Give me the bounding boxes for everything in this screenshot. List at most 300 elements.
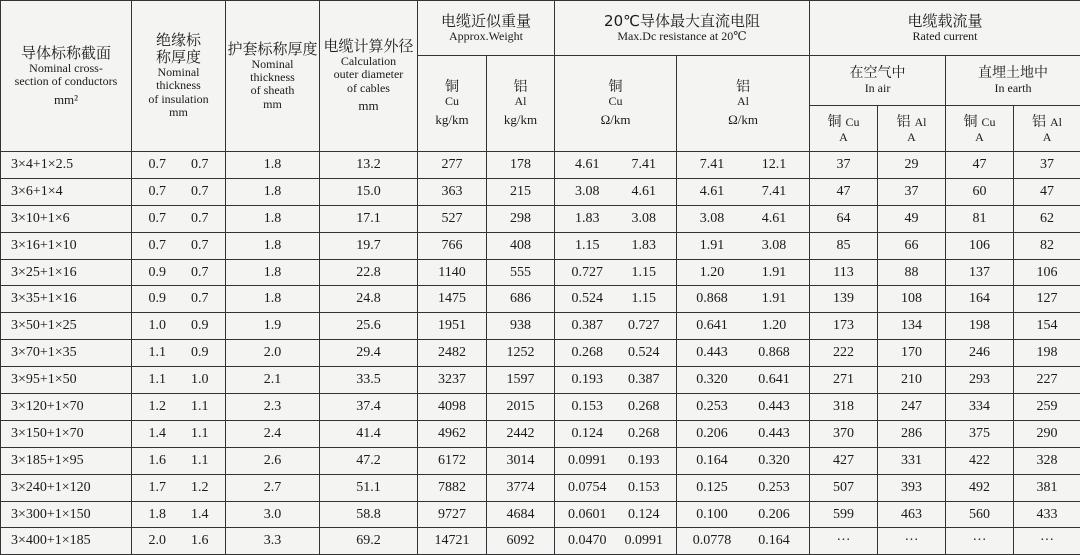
cell-resistance-cu <box>555 313 677 340</box>
cell-sheath: 2.6 <box>226 447 320 474</box>
cell-value: 7.41 <box>743 184 805 200</box>
cell-insulation-pair <box>132 211 225 227</box>
cell-value: 3.08 <box>681 211 743 227</box>
cell-value: 1.2 <box>179 480 222 496</box>
cell-value: 0.320 <box>743 453 805 469</box>
cell-value: 1.83 <box>616 238 673 254</box>
cell-sheath: 1.8 <box>226 286 320 313</box>
header-air-al: 铝 Al A <box>878 106 946 152</box>
cell-resistance-cu-pair <box>555 507 676 523</box>
cell-value: 0.443 <box>743 426 805 442</box>
cell-value: 1.4 <box>136 426 179 442</box>
cell-value: 0.641 <box>743 372 805 388</box>
cell-resistance-cu-pair <box>555 426 676 442</box>
cell-value: 1.2 <box>136 399 179 415</box>
cell-value: 0.253 <box>743 480 805 496</box>
cell-value: 0.727 <box>616 318 673 334</box>
cell-resistance-al <box>677 152 810 179</box>
cell-value: 0.253 <box>681 399 743 415</box>
cell-insulation <box>132 501 226 528</box>
cell-diameter: 13.2 <box>320 152 418 179</box>
cell-value: 1.20 <box>681 265 743 281</box>
cell-earth-al: 328 <box>1014 447 1080 474</box>
cell-sheath: 1.8 <box>226 259 320 286</box>
table-row <box>1 394 1080 421</box>
cell-air-cu: ··· <box>810 528 878 555</box>
cell-sheath: 3.3 <box>226 528 320 555</box>
cell-sheath: 1.8 <box>226 152 320 179</box>
cell-value: 0.0754 <box>559 480 616 496</box>
cell-weight-al: 686 <box>487 286 555 313</box>
cell-air-cu: 85 <box>810 232 878 259</box>
cell-resistance-cu-pair <box>555 211 676 227</box>
cell-earth-al: 106 <box>1014 259 1080 286</box>
cell-section: 3×50+1×25 <box>1 313 132 340</box>
cell-resistance-cu-pair <box>555 291 676 307</box>
cell-weight-cu: 6172 <box>418 447 487 474</box>
cell-air-al: 66 <box>878 232 946 259</box>
cell-sheath: 3.0 <box>226 501 320 528</box>
header-current: 电缆载流量 Rated current <box>810 1 1080 56</box>
cell-earth-cu: 422 <box>946 447 1014 474</box>
cell-resistance-al <box>677 205 810 232</box>
header-section: 导体标称截面 Nominal cross- section of conductors mm² <box>1 1 132 152</box>
cell-value: 0.164 <box>743 533 805 549</box>
header-resistance-al: 铝 Al Ω/km <box>677 56 810 152</box>
cell-insulation <box>132 474 226 501</box>
cell-weight-al: 2442 <box>487 420 555 447</box>
cell-earth-al: 47 <box>1014 178 1080 205</box>
header-resistance: 20℃导体最大直流电阻 Max.Dc resistance at 20℃ <box>555 1 810 56</box>
cell-diameter: 41.4 <box>320 420 418 447</box>
cell-sheath: 1.8 <box>226 232 320 259</box>
cell-air-cu: 271 <box>810 367 878 394</box>
cell-value: 1.15 <box>559 238 616 254</box>
cell-air-al: 247 <box>878 394 946 421</box>
table-row <box>1 420 1080 447</box>
cell-air-cu: 64 <box>810 205 878 232</box>
cell-resistance-cu <box>555 259 677 286</box>
cell-diameter: 37.4 <box>320 394 418 421</box>
cell-resistance-al <box>677 447 810 474</box>
cell-value: 4.61 <box>559 157 616 173</box>
cell-insulation <box>132 340 226 367</box>
cell-resistance-cu <box>555 205 677 232</box>
cell-diameter: 69.2 <box>320 528 418 555</box>
cell-insulation-pair <box>132 157 225 173</box>
table-row <box>1 474 1080 501</box>
cell-value: 0.124 <box>559 426 616 442</box>
cell-weight-al: 555 <box>487 259 555 286</box>
cell-air-al: 37 <box>878 178 946 205</box>
cell-value: 0.7 <box>136 211 179 227</box>
cell-air-al: 463 <box>878 501 946 528</box>
cell-earth-al: 227 <box>1014 367 1080 394</box>
cell-resistance-al-pair <box>677 372 809 388</box>
cell-insulation-pair <box>132 399 225 415</box>
cell-weight-cu: 1140 <box>418 259 487 286</box>
cell-resistance-al-pair <box>677 480 809 496</box>
cell-weight-cu: 2482 <box>418 340 487 367</box>
cell-earth-cu: 246 <box>946 340 1014 367</box>
cell-resistance-cu <box>555 340 677 367</box>
cell-value: 0.387 <box>559 318 616 334</box>
header-earth-al: 铝 Al A <box>1014 106 1080 152</box>
cell-resistance-al <box>677 259 810 286</box>
cell-diameter: 33.5 <box>320 367 418 394</box>
cell-value: 1.7 <box>136 480 179 496</box>
cell-value: 0.0991 <box>616 533 673 549</box>
cell-air-cu: 318 <box>810 394 878 421</box>
cell-value: 1.1 <box>136 372 179 388</box>
cell-diameter: 24.8 <box>320 286 418 313</box>
cell-insulation <box>132 313 226 340</box>
cell-insulation <box>132 286 226 313</box>
cell-weight-cu: 766 <box>418 232 487 259</box>
cell-value: 0.7 <box>136 157 179 173</box>
cell-air-cu: 222 <box>810 340 878 367</box>
cell-insulation <box>132 420 226 447</box>
cell-section: 3×400+1×185 <box>1 528 132 555</box>
cell-value: 0.9 <box>136 291 179 307</box>
cell-weight-cu: 7882 <box>418 474 487 501</box>
cell-resistance-al-pair <box>677 238 809 254</box>
cell-sheath: 2.4 <box>226 420 320 447</box>
cell-section: 3×120+1×70 <box>1 394 132 421</box>
cell-value: 1.91 <box>681 238 743 254</box>
cell-earth-al: 381 <box>1014 474 1080 501</box>
cell-air-cu: 173 <box>810 313 878 340</box>
cell-earth-cu: 375 <box>946 420 1014 447</box>
cell-resistance-cu <box>555 447 677 474</box>
cell-value: 0.153 <box>559 399 616 415</box>
cell-earth-al: ··· <box>1014 528 1080 555</box>
cell-resistance-cu <box>555 394 677 421</box>
cell-resistance-cu-pair <box>555 372 676 388</box>
cell-diameter: 47.2 <box>320 447 418 474</box>
cell-section: 3×10+1×6 <box>1 205 132 232</box>
cell-insulation <box>132 232 226 259</box>
cell-value: 1.1 <box>179 426 222 442</box>
cell-value: 0.7 <box>179 211 222 227</box>
cell-value: 3.08 <box>616 211 673 227</box>
cell-value: 0.7 <box>179 291 222 307</box>
cell-value: 0.9 <box>179 345 222 361</box>
cell-resistance-al <box>677 340 810 367</box>
cell-earth-cu: 137 <box>946 259 1014 286</box>
cell-value: 0.524 <box>559 291 616 307</box>
cell-value: 1.91 <box>743 265 805 281</box>
cell-value: 0.387 <box>616 372 673 388</box>
cell-resistance-cu-pair <box>555 399 676 415</box>
cell-resistance-al-pair <box>677 157 809 173</box>
cell-insulation <box>132 205 226 232</box>
cell-resistance-al <box>677 313 810 340</box>
cell-value: 0.193 <box>616 453 673 469</box>
cell-insulation-pair <box>132 318 225 334</box>
cell-value: 1.15 <box>616 291 673 307</box>
cell-air-al: 393 <box>878 474 946 501</box>
cell-section: 3×35+1×16 <box>1 286 132 313</box>
cell-resistance-al <box>677 367 810 394</box>
cell-section: 3×150+1×70 <box>1 420 132 447</box>
cell-value: 0.9 <box>136 265 179 281</box>
table-row <box>1 178 1080 205</box>
cell-value: 0.443 <box>743 399 805 415</box>
cell-value: 1.20 <box>743 318 805 334</box>
cell-value: 3.08 <box>743 238 805 254</box>
cell-value: 1.6 <box>136 453 179 469</box>
cell-value: 0.0601 <box>559 507 616 523</box>
cell-section: 3×4+1×2.5 <box>1 152 132 179</box>
cell-resistance-cu <box>555 420 677 447</box>
cell-resistance-cu <box>555 232 677 259</box>
cell-insulation <box>132 394 226 421</box>
cell-value: 0.320 <box>681 372 743 388</box>
cell-value: 0.0778 <box>681 533 743 549</box>
cell-value: 0.727 <box>559 265 616 281</box>
cell-earth-al: 82 <box>1014 232 1080 259</box>
table-row <box>1 259 1080 286</box>
cell-diameter: 58.8 <box>320 501 418 528</box>
cell-air-al: 286 <box>878 420 946 447</box>
cell-value: 0.268 <box>616 426 673 442</box>
cell-weight-al: 408 <box>487 232 555 259</box>
cell-earth-cu: 164 <box>946 286 1014 313</box>
header-current-air: 在空气中 In air <box>810 56 946 106</box>
cell-value: 0.153 <box>616 480 673 496</box>
cell-value: 7.41 <box>616 157 673 173</box>
cell-resistance-cu-pair <box>555 318 676 334</box>
table-row <box>1 528 1080 555</box>
cell-earth-cu: 198 <box>946 313 1014 340</box>
cell-value: 0.7 <box>179 157 222 173</box>
cell-earth-cu: 106 <box>946 232 1014 259</box>
cell-value: 0.206 <box>743 507 805 523</box>
cell-sheath: 2.3 <box>226 394 320 421</box>
cell-insulation <box>132 367 226 394</box>
cell-weight-cu: 277 <box>418 152 487 179</box>
cell-insulation-pair <box>132 426 225 442</box>
cell-weight-al: 3774 <box>487 474 555 501</box>
cell-value: 0.9 <box>179 318 222 334</box>
cell-resistance-cu <box>555 152 677 179</box>
cell-insulation <box>132 447 226 474</box>
cell-value: 0.268 <box>559 345 616 361</box>
cell-weight-al: 298 <box>487 205 555 232</box>
cell-value: 12.1 <box>743 157 805 173</box>
cell-weight-al: 215 <box>487 178 555 205</box>
table-row <box>1 447 1080 474</box>
cell-insulation-pair <box>132 265 225 281</box>
cell-value: 0.868 <box>743 345 805 361</box>
table-row <box>1 286 1080 313</box>
cell-resistance-cu-pair <box>555 453 676 469</box>
cell-weight-cu: 527 <box>418 205 487 232</box>
cell-diameter: 19.7 <box>320 232 418 259</box>
cell-earth-cu: 60 <box>946 178 1014 205</box>
cell-air-al: 331 <box>878 447 946 474</box>
cell-diameter: 17.1 <box>320 205 418 232</box>
cell-resistance-cu <box>555 178 677 205</box>
cell-air-cu: 599 <box>810 501 878 528</box>
cell-sheath: 1.9 <box>226 313 320 340</box>
cell-resistance-al-pair <box>677 399 809 415</box>
cell-diameter: 22.8 <box>320 259 418 286</box>
cell-air-cu: 47 <box>810 178 878 205</box>
cell-resistance-al <box>677 420 810 447</box>
cell-insulation-pair <box>132 184 225 200</box>
cell-value: 1.0 <box>136 318 179 334</box>
cell-value: 1.91 <box>743 291 805 307</box>
cell-insulation <box>132 178 226 205</box>
cell-section: 3×6+1×4 <box>1 178 132 205</box>
cell-air-al: 134 <box>878 313 946 340</box>
cell-resistance-cu-pair <box>555 157 676 173</box>
cell-weight-cu: 1951 <box>418 313 487 340</box>
cell-value: 1.1 <box>136 345 179 361</box>
cell-weight-cu: 4962 <box>418 420 487 447</box>
cell-air-cu: 507 <box>810 474 878 501</box>
cell-resistance-al <box>677 394 810 421</box>
cell-resistance-cu <box>555 528 677 555</box>
cell-value: 0.0991 <box>559 453 616 469</box>
cell-section: 3×25+1×16 <box>1 259 132 286</box>
cell-resistance-al <box>677 178 810 205</box>
cell-earth-cu: 293 <box>946 367 1014 394</box>
header-earth-cu: 铜 Cu A <box>946 106 1014 152</box>
cell-earth-al: 37 <box>1014 152 1080 179</box>
cell-value: 0.7 <box>179 238 222 254</box>
cell-diameter: 25.6 <box>320 313 418 340</box>
cell-value: 0.124 <box>616 507 673 523</box>
cell-value: 1.15 <box>616 265 673 281</box>
cell-value: 0.193 <box>559 372 616 388</box>
cell-resistance-cu-pair <box>555 184 676 200</box>
cell-weight-cu: 14721 <box>418 528 487 555</box>
cell-section: 3×185+1×95 <box>1 447 132 474</box>
cell-value: 0.868 <box>681 291 743 307</box>
header-insulation: 绝缘标 称厚度 Nominal thickness of insulation mm <box>132 1 226 152</box>
cell-resistance-cu <box>555 286 677 313</box>
cell-earth-al: 290 <box>1014 420 1080 447</box>
cell-section: 3×95+1×50 <box>1 367 132 394</box>
cell-resistance-cu <box>555 501 677 528</box>
cell-value: 0.0470 <box>559 533 616 549</box>
cell-earth-cu: 334 <box>946 394 1014 421</box>
cell-value: 1.0 <box>179 372 222 388</box>
cell-weight-al: 178 <box>487 152 555 179</box>
cell-earth-cu: 81 <box>946 205 1014 232</box>
cell-insulation-pair <box>132 372 225 388</box>
cell-insulation-pair <box>132 291 225 307</box>
cell-air-al: 29 <box>878 152 946 179</box>
cell-section: 3×240+1×120 <box>1 474 132 501</box>
cell-resistance-cu <box>555 367 677 394</box>
cell-air-cu: 113 <box>810 259 878 286</box>
cell-resistance-al-pair <box>677 318 809 334</box>
cell-weight-al: 6092 <box>487 528 555 555</box>
table-row <box>1 501 1080 528</box>
cell-insulation-pair <box>132 480 225 496</box>
cell-resistance-cu-pair <box>555 480 676 496</box>
cell-earth-cu: 47 <box>946 152 1014 179</box>
cell-value: 4.61 <box>616 184 673 200</box>
cell-value: 0.164 <box>681 453 743 469</box>
cell-resistance-al <box>677 528 810 555</box>
table-row <box>1 152 1080 179</box>
cell-weight-cu: 363 <box>418 178 487 205</box>
header-weight-al: 铝 Al kg/km <box>487 56 555 152</box>
cell-resistance-cu-pair <box>555 345 676 361</box>
cell-earth-al: 259 <box>1014 394 1080 421</box>
cell-air-al: 210 <box>878 367 946 394</box>
cell-earth-cu: 560 <box>946 501 1014 528</box>
table-row <box>1 367 1080 394</box>
cell-resistance-cu-pair <box>555 265 676 281</box>
cell-resistance-cu <box>555 474 677 501</box>
cell-value: 1.8 <box>136 507 179 523</box>
header-air-cu: 铜 Cu A <box>810 106 878 152</box>
cell-value: 0.7 <box>136 238 179 254</box>
cell-insulation-pair <box>132 238 225 254</box>
cell-value: 1.4 <box>179 507 222 523</box>
table-row <box>1 340 1080 367</box>
cell-value: 0.7 <box>179 265 222 281</box>
cell-value: 0.125 <box>681 480 743 496</box>
cell-earth-al: 154 <box>1014 313 1080 340</box>
header-weight: 电缆近似重量 Approx.Weight <box>418 1 555 56</box>
cell-weight-al: 1597 <box>487 367 555 394</box>
cell-air-cu: 427 <box>810 447 878 474</box>
cell-value: 0.443 <box>681 345 743 361</box>
cell-resistance-al-pair <box>677 345 809 361</box>
cell-weight-cu: 9727 <box>418 501 487 528</box>
cell-resistance-al-pair <box>677 291 809 307</box>
cell-value: 0.641 <box>681 318 743 334</box>
cell-value: 7.41 <box>681 157 743 173</box>
cell-insulation-pair <box>132 453 225 469</box>
cell-weight-cu: 1475 <box>418 286 487 313</box>
cell-value: 1.1 <box>179 453 222 469</box>
cell-sheath: 1.8 <box>226 178 320 205</box>
cell-resistance-al-pair <box>677 265 809 281</box>
cell-air-al: ··· <box>878 528 946 555</box>
cell-weight-al: 3014 <box>487 447 555 474</box>
cell-value: 0.524 <box>616 345 673 361</box>
table-body <box>1 152 1080 555</box>
cell-value: 4.61 <box>681 184 743 200</box>
cell-resistance-al <box>677 474 810 501</box>
cell-earth-al: 433 <box>1014 501 1080 528</box>
cell-insulation-pair <box>132 345 225 361</box>
cell-earth-al: 198 <box>1014 340 1080 367</box>
cell-weight-al: 938 <box>487 313 555 340</box>
cell-value: 1.83 <box>559 211 616 227</box>
cell-diameter: 51.1 <box>320 474 418 501</box>
cell-weight-cu: 3237 <box>418 367 487 394</box>
cell-resistance-al-pair <box>677 184 809 200</box>
cell-air-cu: 370 <box>810 420 878 447</box>
cell-resistance-cu-pair <box>555 238 676 254</box>
cell-weight-al: 4684 <box>487 501 555 528</box>
cell-section: 3×70+1×35 <box>1 340 132 367</box>
header-weight-cu: 铜 Cu kg/km <box>418 56 487 152</box>
cell-diameter: 29.4 <box>320 340 418 367</box>
cell-insulation <box>132 259 226 286</box>
cell-air-cu: 37 <box>810 152 878 179</box>
cell-section: 3×16+1×10 <box>1 232 132 259</box>
